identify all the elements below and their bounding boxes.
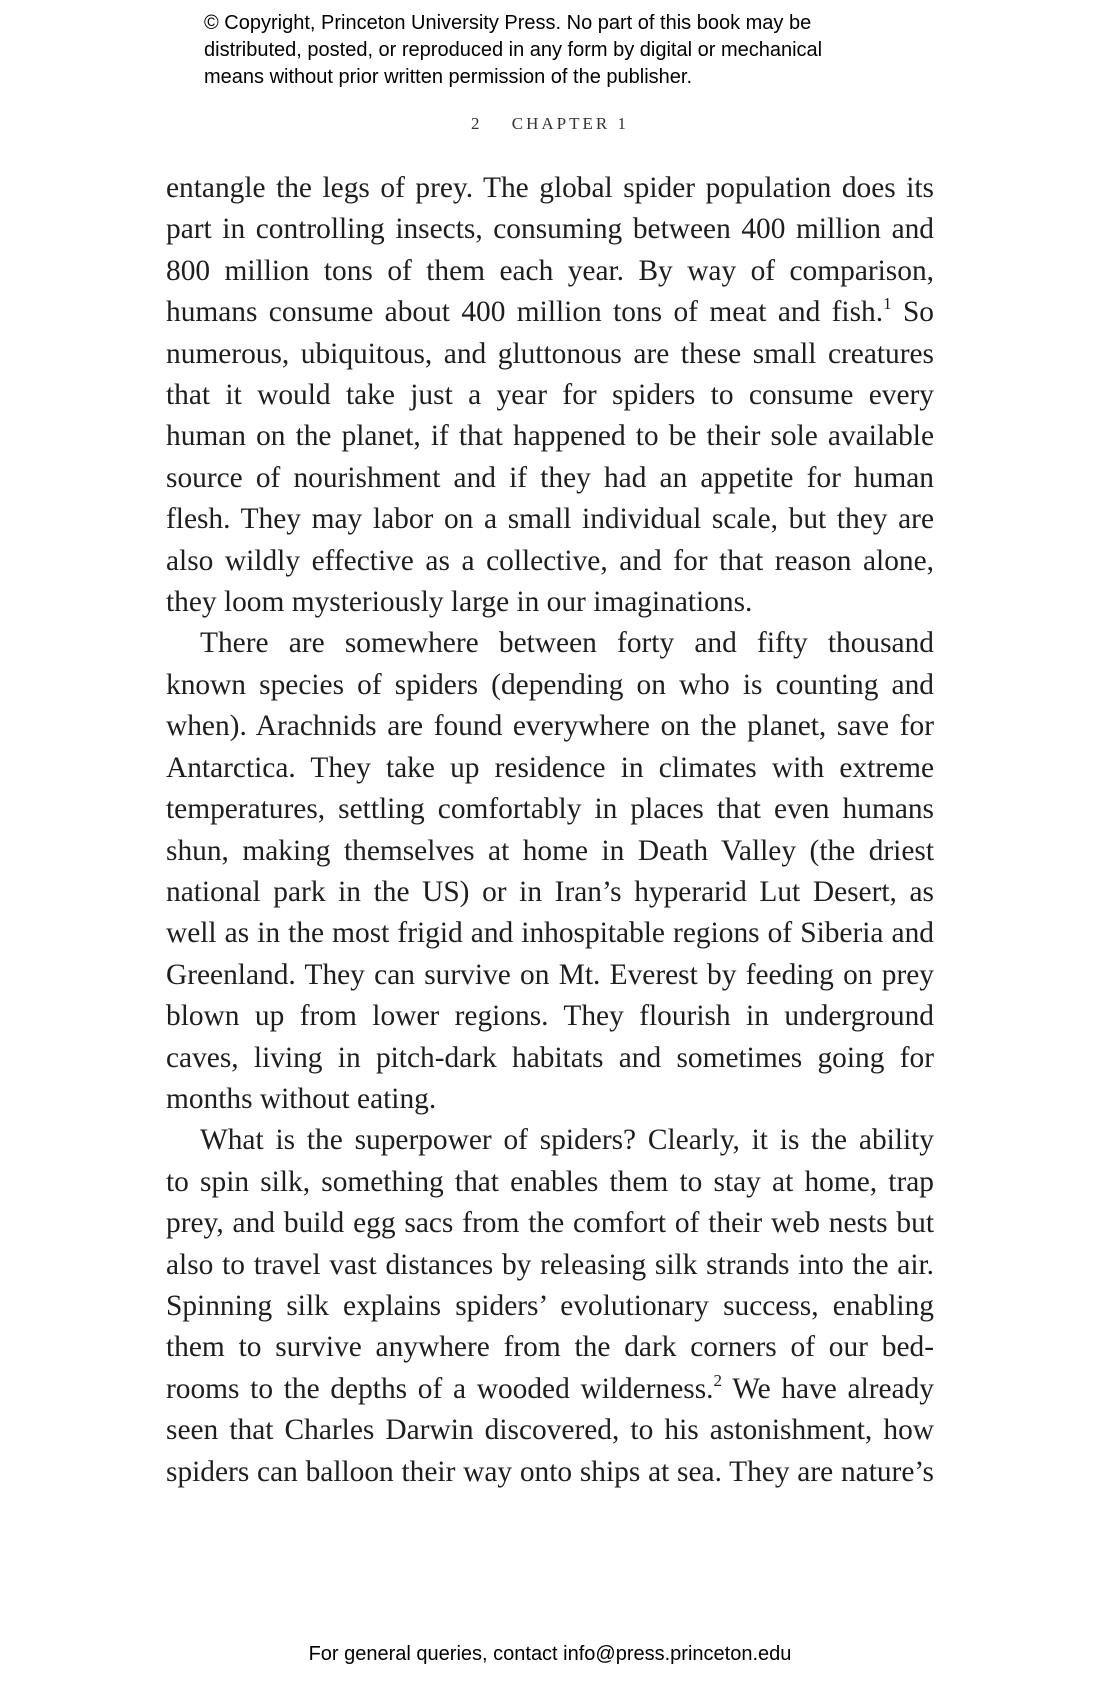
text-line [166,623,934,664]
body-text [166,168,934,1493]
text-segment: What is the superpower of spiders? Clearly, it is the ability [200,1124,934,1157]
text-line: temperatures, settling comfortably in places that even humans [166,793,934,826]
text-line: months without eating. [166,1082,437,1115]
text-line: spiders can balloon their way onto ships at sea. They are nature’s [166,1455,934,1488]
text-line: source of nourishment and if they had an appetite for human [166,461,934,494]
text-line: seen that Charles Darwin discovered, to his astonishment, how [166,1414,934,1447]
text-segment: We have already [722,1372,934,1405]
copyright-notice [204,10,924,91]
running-head [0,114,1100,134]
text-line: part in controlling insects, consuming between 400 million and [166,213,934,246]
text-line: when). Arachnids are found everywhere on the planet, save for [166,710,934,743]
text-line: entangle the legs of prey. The global spider population does its [166,172,934,204]
text-line: Greenland. They can survive on Mt. Everest by feeding on prey [166,958,934,991]
paragraph [166,623,934,1120]
footnote-marker: 2 [713,1370,723,1390]
text-line [166,1120,934,1161]
text-line: known species of spiders (depending on who is counting and [166,668,934,701]
copyright-line: means without prior written permission of the publisher. [204,66,693,88]
text-line: they loom mysteriously large in our imaginations. [166,586,753,619]
footer-contact: For general queries, contact info@press.princeton.edu [308,1643,792,1665]
text-line: flesh. They may labor on a small individual scale, but they are [166,503,934,536]
text-line: prey, and build egg sacs from the comfort of their web nests but [166,1207,934,1240]
paragraph [166,1120,934,1493]
text-line [166,292,934,333]
text-line: them to survive anywhere from the dark corners of our bed- [166,1331,934,1364]
text-line: 800 million tons of them each year. By way of comparison, [166,254,934,287]
text-segment: rooms to the depths of a wooded wilderness. [166,1372,714,1405]
text-line: blown up from lower regions. They flourish in underground [166,1000,934,1033]
text-line: numerous, ubiquitous, and gluttonous are these small creatures [166,337,934,370]
text-line: Antarctica. They take up residence in climates with extreme [166,751,934,784]
page-number: 2 [471,114,483,133]
text-segment: So [891,296,934,329]
text-line: also wildly effective as a collective, and for that reason alone, [166,544,934,577]
text-line: to spin silk, something that enables them to stay at home, trap [166,1165,934,1198]
text-segment: There are somewhere between forty and fifty thousand [200,627,934,660]
text-line: shun, making themselves at home in Death Valley (the driest [166,834,934,867]
text-line: well as in the most frigid and inhospitable regions of Siberia and [166,917,934,950]
copyright-line: distributed, posted, or reproduced in any form by digital or mechanical [204,39,823,61]
copyright-line: © Copyright, Princeton University Press. No part of this book may be [204,12,812,34]
text-line: also to travel vast distances by releasing silk strands into the air. [166,1248,934,1281]
text-line: that it would take just a year for spiders to consume every [166,379,934,412]
text-line: Spinning silk explains spiders’ evolutionary success, enabling [166,1289,934,1322]
paragraph [166,168,934,623]
footnote-marker: 1 [883,294,892,314]
text-line: caves, living in pitch-dark habitats and sometimes going for [166,1041,934,1074]
text-line [166,1369,934,1410]
text-line: national park in the US) or in Iran’s hyperarid Lut Desert, as [166,875,934,908]
text-segment: humans consume about 400 million tons of meat and fish. [166,296,884,329]
chapter-label: CHAPTER 1 [511,114,629,133]
text-line: human on the planet, if that happened to be their sole available [166,420,934,453]
